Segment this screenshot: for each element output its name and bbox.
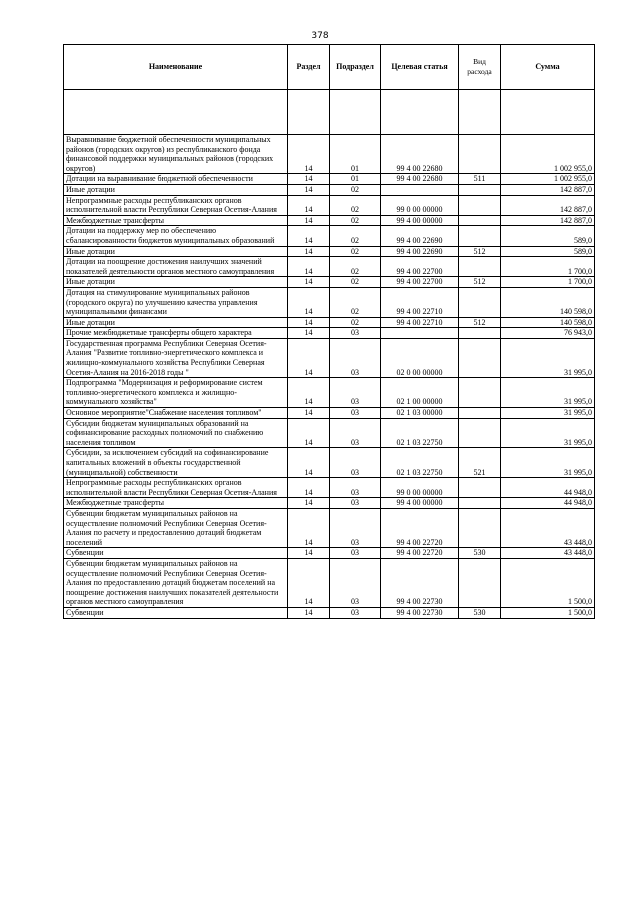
cell-podrazdel: 03 <box>330 448 381 478</box>
table-row <box>64 215 595 226</box>
cell-razdel: 14 <box>288 277 330 288</box>
cell-target: 02 0 00 00000 <box>381 338 459 377</box>
cell-target: 99 4 00 22720 <box>381 548 459 559</box>
page-number: 378 <box>311 31 329 41</box>
cell-name: Дотации на поддержку мер по обеспечению сбалансированности бюджетов муниципальных образований <box>64 226 288 246</box>
cell-vid <box>459 478 501 498</box>
cell-vid <box>459 328 501 339</box>
table-row <box>64 226 595 246</box>
header-podrazdel: Подраздел <box>330 45 381 90</box>
header-sum: Сумма <box>501 45 595 90</box>
cell-vid <box>459 135 501 174</box>
cell-name: Непрограммные расходы республиканских органов исполнительной власти Республики Северная Осетия-Алания <box>64 478 288 498</box>
table-row <box>64 257 595 277</box>
table-row <box>64 418 595 448</box>
cell-target: 99 4 00 22710 <box>381 317 459 328</box>
cell-name: Иные дотации <box>64 184 288 195</box>
cell-name: Межбюджетные трансферты <box>64 498 288 509</box>
cell-podrazdel: 03 <box>330 478 381 498</box>
spacer-cell <box>381 90 459 135</box>
cell-name: Межбюджетные трансферты <box>64 215 288 226</box>
table-row <box>64 448 595 478</box>
cell-podrazdel: 02 <box>330 195 381 215</box>
cell-razdel: 14 <box>288 195 330 215</box>
cell-vid <box>459 215 501 226</box>
cell-vid: 512 <box>459 317 501 328</box>
table-row <box>64 607 595 618</box>
cell-sum: 142 887,0 <box>501 215 595 226</box>
table-row <box>64 317 595 328</box>
cell-name: Субсидии бюджетам муниципальных образований на софинансирование расходных полномочий по снабжению населения топливом <box>64 418 288 448</box>
cell-target: 99 0 00 00000 <box>381 195 459 215</box>
cell-razdel: 14 <box>288 246 330 257</box>
table-row <box>64 478 595 498</box>
cell-razdel: 14 <box>288 607 330 618</box>
cell-vid <box>459 408 501 419</box>
cell-vid <box>459 338 501 377</box>
cell-razdel: 14 <box>288 508 330 547</box>
table-row <box>64 558 595 607</box>
cell-target: 02 1 00 00000 <box>381 378 459 408</box>
cell-vid <box>459 498 501 509</box>
spacer-cell <box>501 90 595 135</box>
cell-sum: 589,0 <box>501 246 595 257</box>
cell-target <box>381 328 459 339</box>
cell-sum: 31 995,0 <box>501 418 595 448</box>
cell-podrazdel: 03 <box>330 558 381 607</box>
cell-vid: 530 <box>459 607 501 618</box>
cell-target: 02 1 03 22750 <box>381 418 459 448</box>
cell-target: 99 4 00 22720 <box>381 508 459 547</box>
table-row <box>64 328 595 339</box>
cell-vid: 512 <box>459 246 501 257</box>
cell-razdel: 14 <box>288 226 330 246</box>
cell-name: Субвенции бюджетам муниципальных районов на осуществление полномочий Республики Северная Осетия-Алания по расчету и предоставлению дотаций бюджетам поселений <box>64 508 288 547</box>
cell-vid <box>459 287 501 317</box>
cell-razdel: 14 <box>288 328 330 339</box>
cell-razdel: 14 <box>288 174 330 185</box>
table-row <box>64 338 595 377</box>
cell-name: Дотации на выравнивание бюджетной обеспеченности <box>64 174 288 185</box>
cell-sum: 1 500,0 <box>501 607 595 618</box>
cell-podrazdel: 03 <box>330 418 381 448</box>
cell-vid <box>459 195 501 215</box>
cell-vid <box>459 184 501 195</box>
cell-vid <box>459 418 501 448</box>
cell-target: 99 0 00 00000 <box>381 478 459 498</box>
cell-sum: 31 995,0 <box>501 448 595 478</box>
cell-target: 99 4 00 22680 <box>381 135 459 174</box>
cell-name: Непрограммные расходы республиканских органов исполнительной власти Республики Северная Осетия-Алания <box>64 195 288 215</box>
cell-name: Выравнивание бюджетной обеспеченности муниципальных районов (городских округов) из республиканского фонда финансовой поддержки муниципальных районов (городских округов) <box>64 135 288 174</box>
cell-razdel: 14 <box>288 257 330 277</box>
table-row <box>64 174 595 185</box>
cell-razdel: 14 <box>288 317 330 328</box>
cell-vid <box>459 226 501 246</box>
cell-razdel: 14 <box>288 548 330 559</box>
cell-razdel: 14 <box>288 378 330 408</box>
cell-razdel: 14 <box>288 408 330 419</box>
cell-podrazdel: 03 <box>330 508 381 547</box>
cell-vid: 530 <box>459 548 501 559</box>
cell-target: 99 4 00 22710 <box>381 287 459 317</box>
header-name: Наименование <box>64 45 288 90</box>
table-row <box>64 378 595 408</box>
cell-name: Дотация на стимулирование муниципальных районов (городского округа) по улучшению качества управления муниципальными финансами <box>64 287 288 317</box>
cell-sum: 1 700,0 <box>501 257 595 277</box>
cell-sum: 589,0 <box>501 226 595 246</box>
cell-podrazdel: 01 <box>330 135 381 174</box>
cell-sum: 142 887,0 <box>501 195 595 215</box>
cell-sum: 140 598,0 <box>501 287 595 317</box>
spacer-cell <box>330 90 381 135</box>
cell-sum: 76 943,0 <box>501 328 595 339</box>
cell-name: Государственная программа Республики Северная Осетия-Алания "Развитие топливно-энергетического комплекса и жилищно-коммунального хозяйства Республики Северная Осетия-Алания на 2016-2018 годы " <box>64 338 288 377</box>
cell-name: Субсидии, за исключением субсидий на софинансирование капитальных вложений в объекты государственной (муниципальной) собственности <box>64 448 288 478</box>
cell-razdel: 14 <box>288 418 330 448</box>
cell-target <box>381 184 459 195</box>
cell-podrazdel: 02 <box>330 246 381 257</box>
cell-podrazdel: 02 <box>330 287 381 317</box>
cell-name: Субвенции <box>64 548 288 559</box>
table-row <box>64 135 595 174</box>
cell-vid: 511 <box>459 174 501 185</box>
table-row <box>64 548 595 559</box>
cell-target: 99 4 00 22730 <box>381 558 459 607</box>
cell-sum: 31 995,0 <box>501 338 595 377</box>
table-row <box>64 195 595 215</box>
cell-razdel: 14 <box>288 184 330 195</box>
cell-target: 99 4 00 22730 <box>381 607 459 618</box>
cell-razdel: 14 <box>288 478 330 498</box>
cell-podrazdel: 02 <box>330 277 381 288</box>
cell-name: Иные дотации <box>64 277 288 288</box>
table-row <box>64 246 595 257</box>
cell-name: Прочие межбюджетные трансферты общего характера <box>64 328 288 339</box>
budget-table <box>63 44 595 619</box>
cell-podrazdel: 03 <box>330 548 381 559</box>
table-row <box>64 277 595 288</box>
cell-vid: 521 <box>459 448 501 478</box>
cell-sum: 1 700,0 <box>501 277 595 288</box>
cell-sum: 1 500,0 <box>501 558 595 607</box>
cell-podrazdel: 03 <box>330 408 381 419</box>
cell-sum: 1 002 955,0 <box>501 174 595 185</box>
cell-vid <box>459 558 501 607</box>
cell-target: 99 4 00 22690 <box>381 226 459 246</box>
cell-sum: 142 887,0 <box>501 184 595 195</box>
cell-podrazdel: 02 <box>330 317 381 328</box>
cell-razdel: 14 <box>288 338 330 377</box>
cell-target: 02 1 03 00000 <box>381 408 459 419</box>
cell-podrazdel: 03 <box>330 607 381 618</box>
cell-name: Иные дотации <box>64 317 288 328</box>
table-row <box>64 184 595 195</box>
cell-sum: 43 448,0 <box>501 508 595 547</box>
cell-target: 99 4 00 22700 <box>381 257 459 277</box>
table-row <box>64 287 595 317</box>
header-vid: Вид расхода <box>459 45 501 90</box>
cell-razdel: 14 <box>288 287 330 317</box>
cell-podrazdel: 03 <box>330 378 381 408</box>
cell-razdel: 14 <box>288 558 330 607</box>
table-row <box>64 408 595 419</box>
cell-target: 99 4 00 00000 <box>381 215 459 226</box>
cell-name: Субвенции <box>64 607 288 618</box>
cell-podrazdel: 03 <box>330 338 381 377</box>
cell-razdel: 14 <box>288 498 330 509</box>
cell-podrazdel: 03 <box>330 498 381 509</box>
cell-sum: 31 995,0 <box>501 408 595 419</box>
cell-sum: 43 448,0 <box>501 548 595 559</box>
cell-vid <box>459 257 501 277</box>
cell-sum: 44 948,0 <box>501 478 595 498</box>
cell-name: Субвенции бюджетам муниципальных районов на осуществление полномочий Республики Северная Осетия-Алания по предоставлению дотаций бюджетам поселений на поощрение достижения наилучших показателей деятельности органов местного самоуправления <box>64 558 288 607</box>
spacer-row <box>64 90 595 135</box>
cell-name: Иные дотации <box>64 246 288 257</box>
cell-vid <box>459 378 501 408</box>
cell-sum: 140 598,0 <box>501 317 595 328</box>
spacer-cell <box>288 90 330 135</box>
table-row <box>64 498 595 509</box>
spacer-cell <box>459 90 501 135</box>
cell-razdel: 14 <box>288 135 330 174</box>
cell-sum: 1 002 955,0 <box>501 135 595 174</box>
cell-podrazdel: 02 <box>330 184 381 195</box>
header-razdel: Раздел <box>288 45 330 90</box>
spacer-cell <box>64 90 288 135</box>
cell-name: Подпрограмма "Модернизация и реформирование систем топливно-энергетического комплекса и жилищно-коммунального хозяйства" <box>64 378 288 408</box>
cell-razdel: 14 <box>288 215 330 226</box>
cell-vid <box>459 508 501 547</box>
cell-sum: 31 995,0 <box>501 378 595 408</box>
cell-sum: 44 948,0 <box>501 498 595 509</box>
cell-name: Дотации на поощрение достижения наилучших значений показателей деятельности органов местного самоуправления <box>64 257 288 277</box>
cell-target: 02 1 03 22750 <box>381 448 459 478</box>
cell-podrazdel: 03 <box>330 328 381 339</box>
cell-target: 99 4 00 22690 <box>381 246 459 257</box>
cell-target: 99 4 00 22680 <box>381 174 459 185</box>
cell-razdel: 14 <box>288 448 330 478</box>
cell-name: Основное мероприятие"Снабжение населения топливом" <box>64 408 288 419</box>
table-row <box>64 508 595 547</box>
cell-vid: 512 <box>459 277 501 288</box>
cell-target: 99 4 00 00000 <box>381 498 459 509</box>
cell-target: 99 4 00 22700 <box>381 277 459 288</box>
cell-podrazdel: 02 <box>330 257 381 277</box>
header-row <box>64 45 595 90</box>
header-target: Целевая статья <box>381 45 459 90</box>
cell-podrazdel: 02 <box>330 215 381 226</box>
cell-podrazdel: 01 <box>330 174 381 185</box>
cell-podrazdel: 02 <box>330 226 381 246</box>
